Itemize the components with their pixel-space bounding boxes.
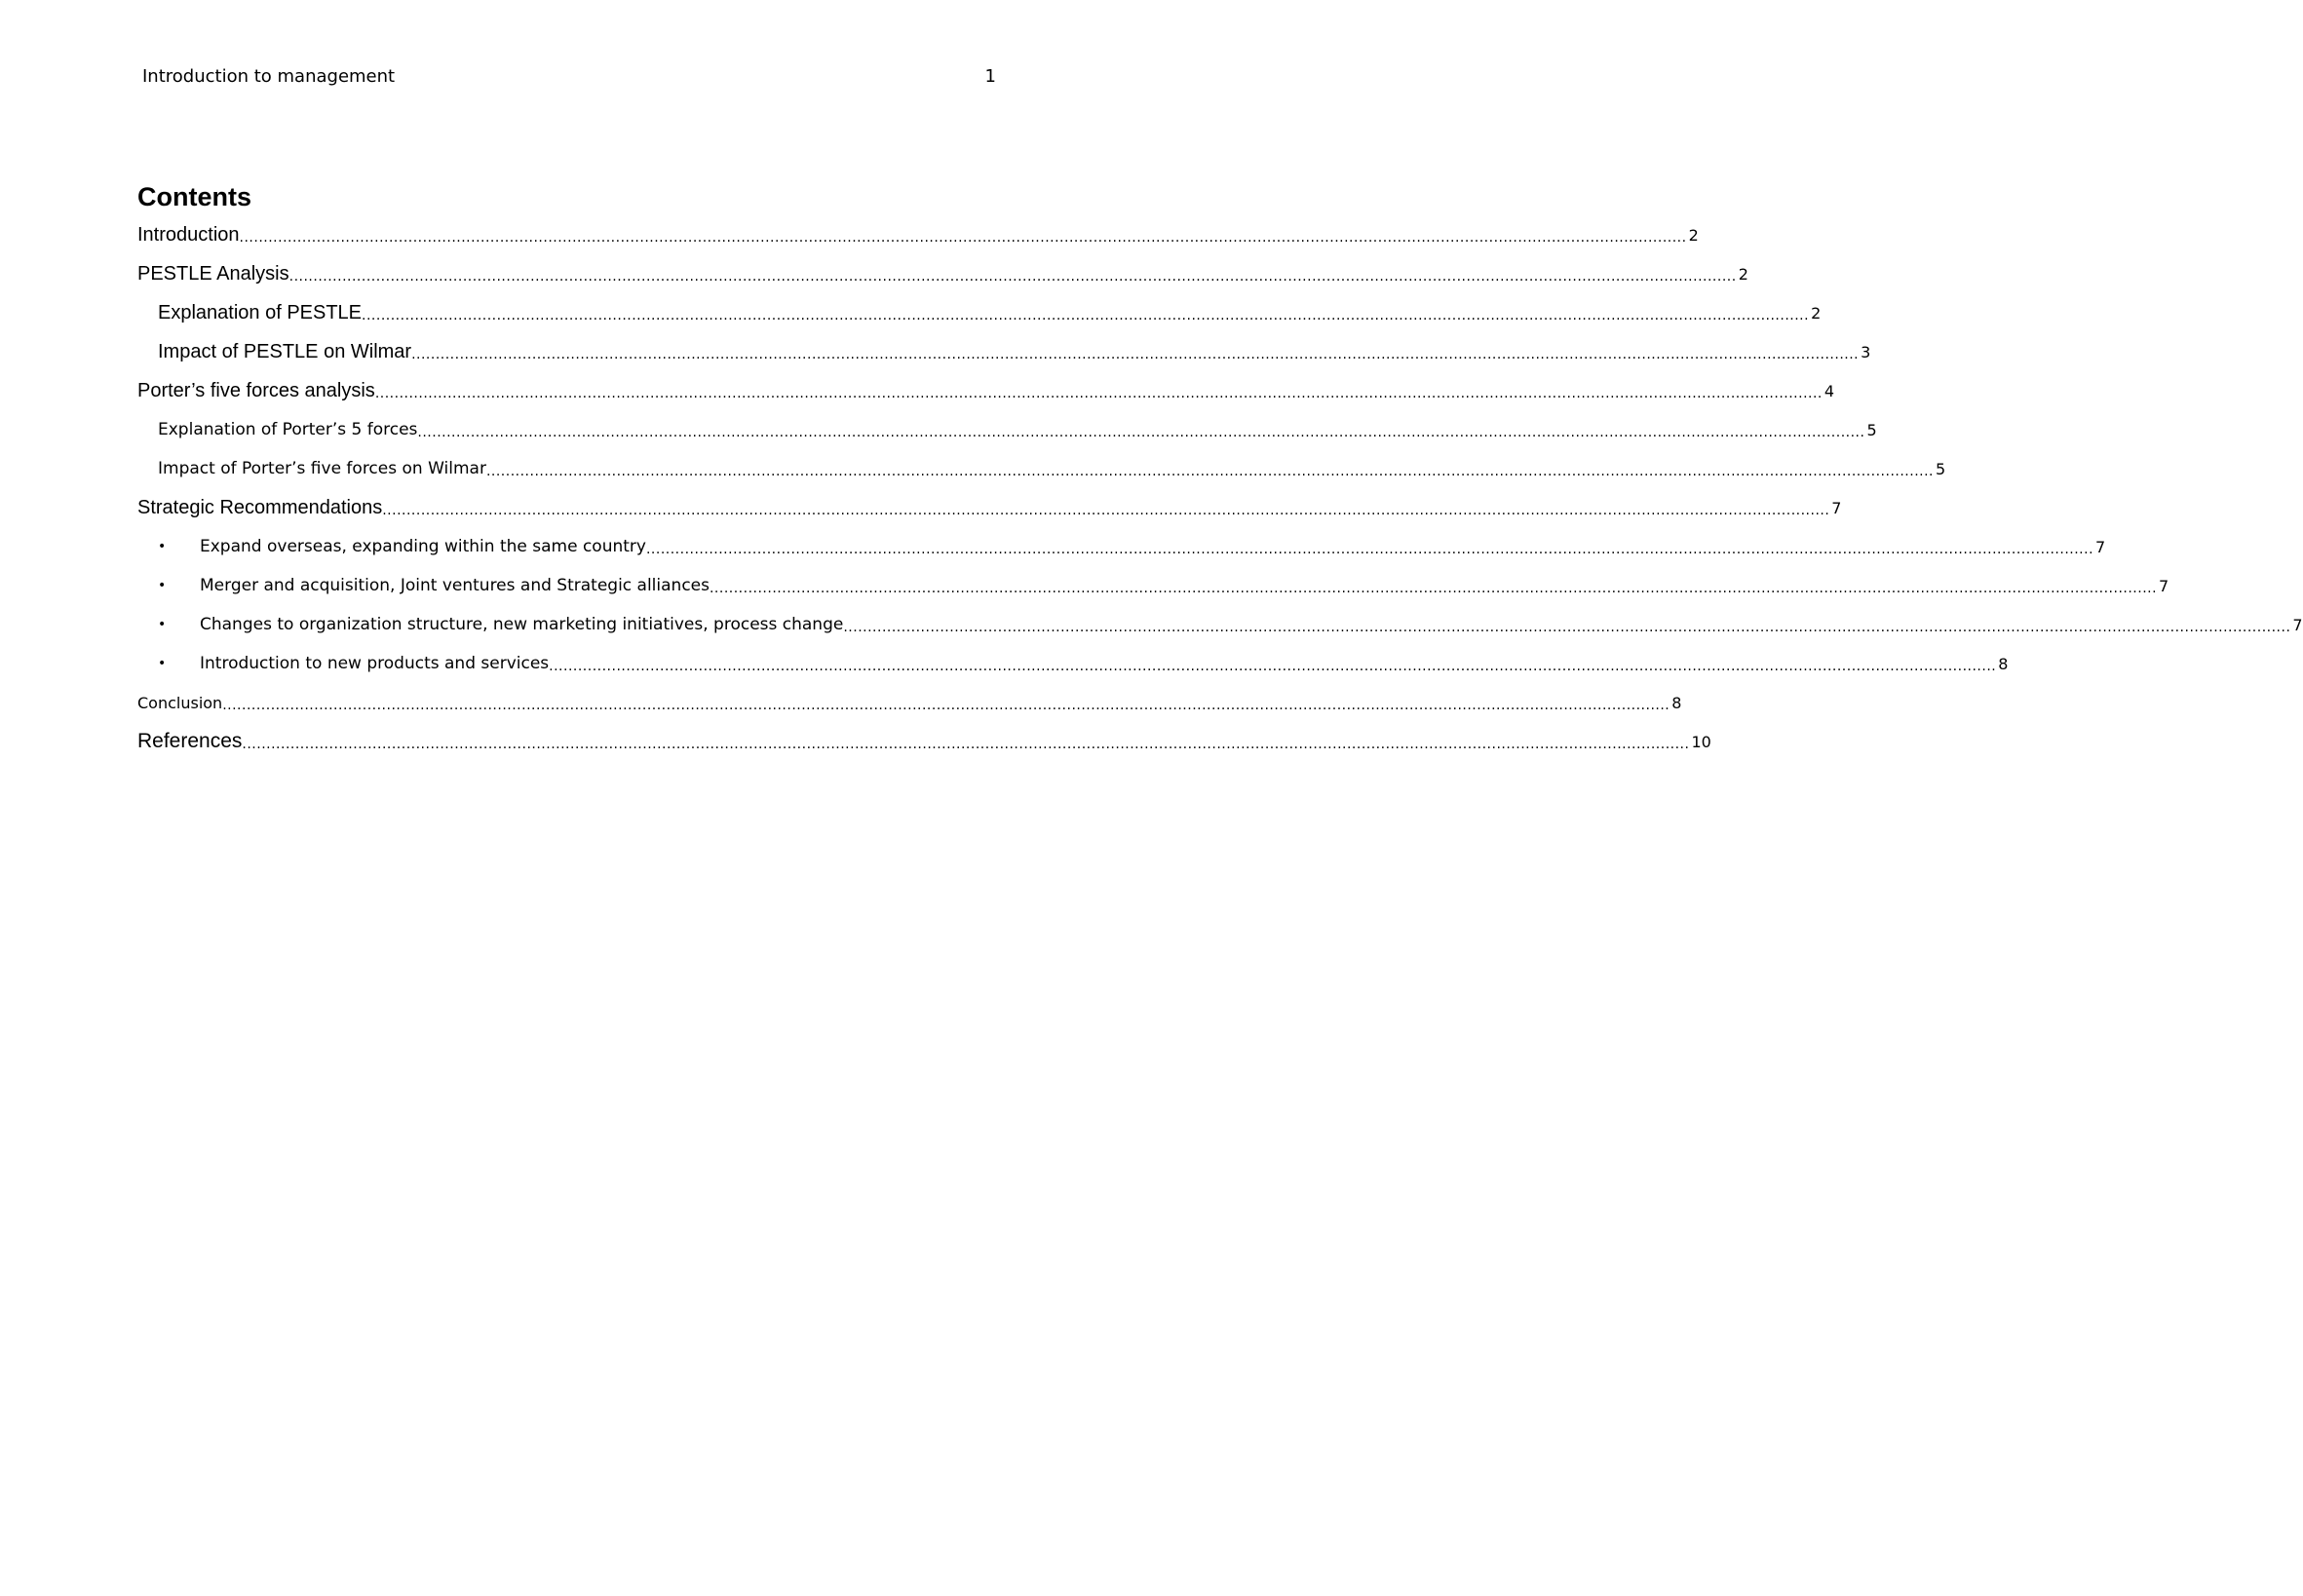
toc-leader: ............................................................................................................................................................................................................................................................................................................ xyxy=(382,503,1830,518)
toc-leader: ............................................................................................................................................................................................................................................................................................................ xyxy=(288,269,1737,285)
toc-page-ref: 3 xyxy=(1861,342,1871,361)
toc-leader: ............................................................................................................................................................................................................................................................................................................ xyxy=(549,659,1997,674)
bullet-icon: • xyxy=(158,578,167,593)
toc-leader: ............................................................................................................................................................................................................................................................................................................ xyxy=(843,620,2291,635)
toc-entry-conclusion[interactable] xyxy=(137,683,1682,722)
toc-leader: ............................................................................................................................................................................................................................................................................................................ xyxy=(222,698,1670,713)
toc-entry-expand-overseas[interactable] xyxy=(137,527,2106,566)
toc-entry-impact-of-pestle[interactable] xyxy=(137,332,1871,371)
toc-entry-text: Introduction to new products and services xyxy=(200,654,550,673)
toc-page-ref: 5 xyxy=(1936,459,1946,478)
page-number: 1 xyxy=(984,66,996,87)
toc-entry-introduction[interactable] xyxy=(137,215,1699,254)
toc-entry-references[interactable] xyxy=(137,722,1711,761)
toc-entry-text: Porter’s five forces analysis xyxy=(137,379,375,401)
toc-entry-text: Impact of Porter’s five forces on Wilmar xyxy=(158,459,486,478)
bullet-icon: • xyxy=(158,617,167,632)
toc-leader: ............................................................................................................................................................................................................................................................................................................ xyxy=(411,347,1860,362)
toc-page-ref: 10 xyxy=(1691,732,1711,751)
toc-entry-strategic-recommendations[interactable] xyxy=(137,488,1842,527)
toc-entry-text: Strategic Recommendations xyxy=(137,496,383,518)
toc-entry-changes-to-organization[interactable] xyxy=(137,605,2303,644)
toc-leader: ............................................................................................................................................................................................................................................................................................................ xyxy=(645,542,2094,557)
toc-page-ref: 7 xyxy=(2095,537,2106,556)
toc-page-ref: 2 xyxy=(1811,303,1822,323)
page-header xyxy=(142,66,996,94)
toc-entry-explanation-of-porters-forces[interactable] xyxy=(137,410,1877,449)
bullet-icon: • xyxy=(158,539,167,554)
document-title: Introduction to management xyxy=(142,66,396,87)
toc-leader: ............................................................................................................................................................................................................................................................................................................ xyxy=(242,737,1690,752)
toc-leader: ............................................................................................................................................................................................................................................................................................................ xyxy=(485,464,1934,479)
toc-entry-pestle-analysis[interactable] xyxy=(137,254,1748,293)
toc-page-ref: 8 xyxy=(1671,693,1682,712)
toc-leader: ............................................................................................................................................................................................................................................................................................................ xyxy=(362,308,1810,323)
toc-page-ref: 7 xyxy=(1831,498,1842,517)
toc-leader: ............................................................................................................................................................................................................................................................................................................ xyxy=(417,425,1865,440)
toc-entry-text: References xyxy=(137,730,243,752)
toc-entry-text: Conclusion xyxy=(137,693,223,712)
toc-page-ref: 8 xyxy=(1998,654,2009,673)
table-of-contents xyxy=(137,215,2303,761)
toc-entry-text: Impact of PESTLE on Wilmar xyxy=(158,340,412,362)
toc-entry-text: Changes to organization structure, new marketing initiatives, process change xyxy=(200,615,844,634)
toc-leader: ............................................................................................................................................................................................................................................................................................................ xyxy=(374,386,1823,401)
toc-leader: ............................................................................................................................................................................................................................................................................................................ xyxy=(709,581,2158,596)
toc-entry-text: Introduction xyxy=(137,223,240,246)
toc-page-ref: 5 xyxy=(1866,420,1877,439)
toc-page-ref: 2 xyxy=(1738,264,1748,284)
toc-entry-merger-and-acquisition[interactable] xyxy=(137,566,2169,605)
toc-entry-text: Expand overseas, expanding within the same country xyxy=(200,537,646,556)
toc-heading: Contents xyxy=(137,182,251,211)
toc-leader: ............................................................................................................................................................................................................................................................................................................ xyxy=(239,230,1687,246)
toc-entry-new-products-and-services[interactable] xyxy=(137,644,2009,683)
toc-page-ref: 7 xyxy=(2159,576,2169,595)
toc-entry-impact-of-porters-forces[interactable] xyxy=(137,449,1946,488)
toc-page-ref: 4 xyxy=(1823,381,1835,400)
toc-entry-text: PESTLE Analysis xyxy=(137,262,289,285)
toc-entry-explanation-of-pestle[interactable] xyxy=(137,293,1822,332)
toc-entry-text: Explanation of Porter’s 5 forces xyxy=(158,420,418,439)
bullet-icon: • xyxy=(158,656,167,671)
toc-page-ref: 7 xyxy=(2292,615,2303,634)
toc-page-ref: 2 xyxy=(1688,225,1699,245)
toc-entry-porters-five-forces-analysis[interactable] xyxy=(137,371,1835,410)
toc-entry-text: Explanation of PESTLE xyxy=(158,301,363,323)
toc-entry-text: Merger and acquisition, Joint ventures and Strategic alliances xyxy=(200,576,710,595)
